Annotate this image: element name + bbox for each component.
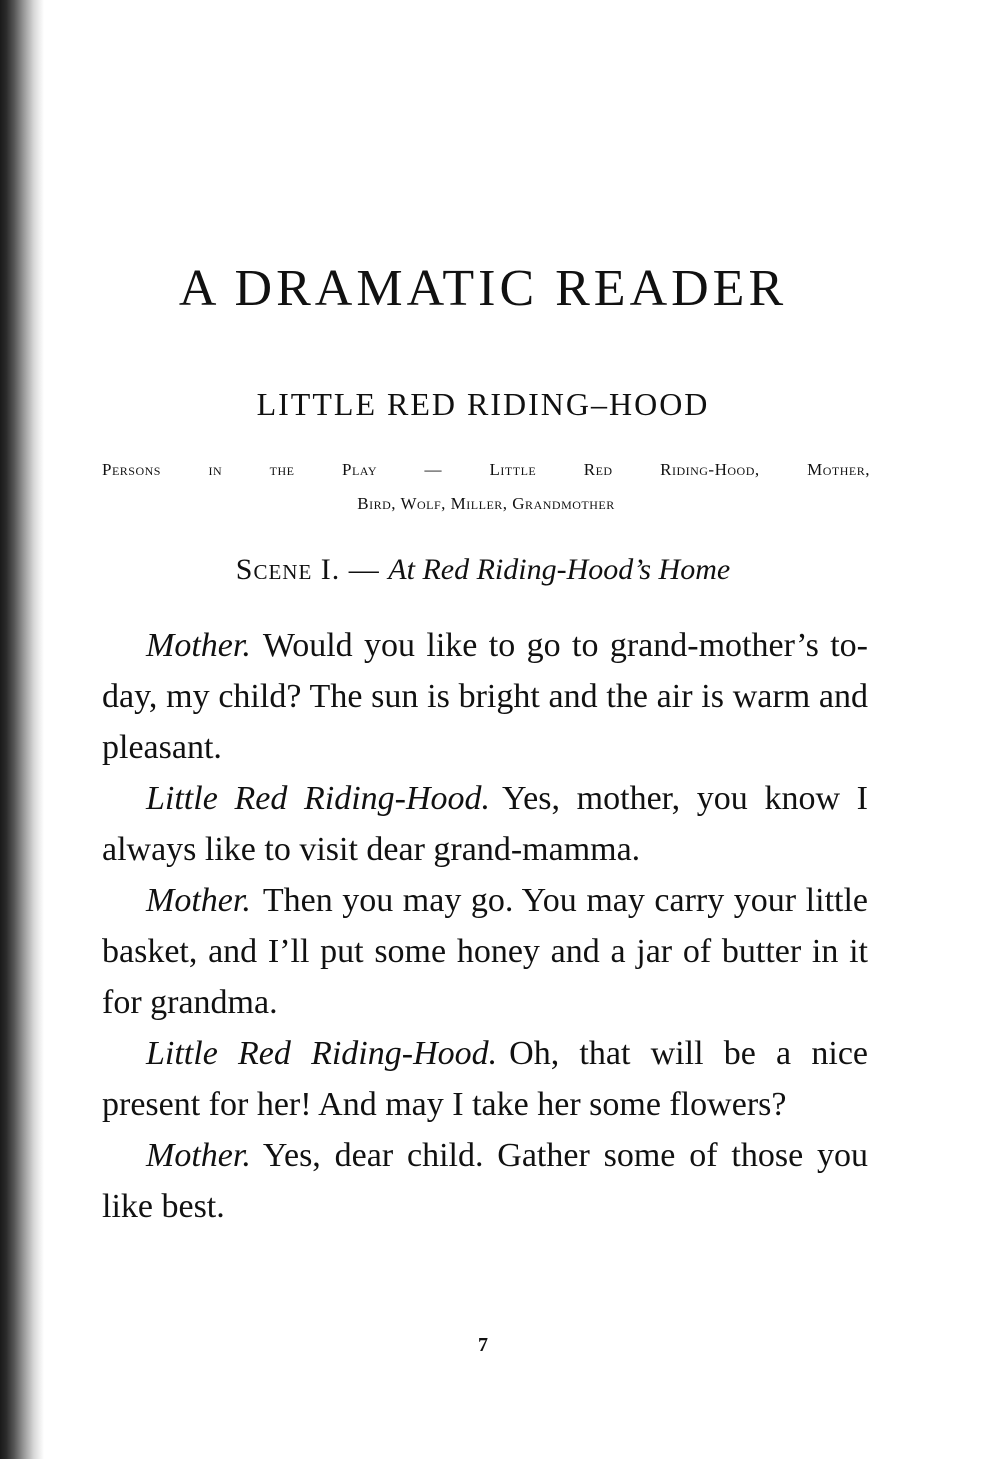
persons-line-2: Bird, Wolf, Miller, Grandmother — [357, 494, 615, 513]
dialogue — [102, 620, 868, 1232]
persons-line-1: Persons in the Play — Little Red Riding-Hood, Mother, — [102, 460, 870, 479]
scene-heading — [0, 548, 966, 592]
speech-text: Yes, mother, you know I always like to visit dear grand-mamma. — [102, 780, 869, 868]
speaker-name: Little Red Riding-Hood. — [146, 780, 491, 817]
speech-text: Would you like to go to grand-mother’s to-day, my child? The sun is bright and the air is warm and pleasant. — [102, 627, 868, 766]
persons-in-the-play — [102, 453, 870, 521]
speaker-name: Little Red Riding-Hood. — [146, 1035, 498, 1072]
speaker-name: Mother. — [146, 882, 251, 919]
speech-text: Oh, that will be a nice present for her! And may I take her some flowers? — [102, 1035, 868, 1123]
scene-label: Scene I. — — [235, 553, 389, 586]
book-title: A DRAMATIC READER — [178, 260, 788, 317]
scene-place: At Red Riding-Hood’s Home — [388, 553, 731, 586]
page-number: 7 — [478, 1334, 488, 1356]
speech-paragraph — [102, 773, 868, 875]
speech-paragraph — [102, 620, 868, 773]
speech-paragraph — [102, 1130, 868, 1232]
speech-text: Then you may go. You may carry your little basket, and I’ll put some honey and a jar of butter in it for grandma. — [102, 882, 868, 1021]
speech-paragraph — [102, 875, 868, 1028]
speech-text: Yes, dear child. Gather some of those you like best. — [102, 1137, 868, 1225]
speaker-name: Mother. — [146, 1137, 251, 1174]
page-binding-edge — [0, 0, 44, 1459]
play-title: LITTLE RED RIDING–HOOD — [256, 386, 710, 422]
speech-paragraph — [102, 1028, 868, 1130]
speaker-name: Mother. — [146, 627, 251, 664]
